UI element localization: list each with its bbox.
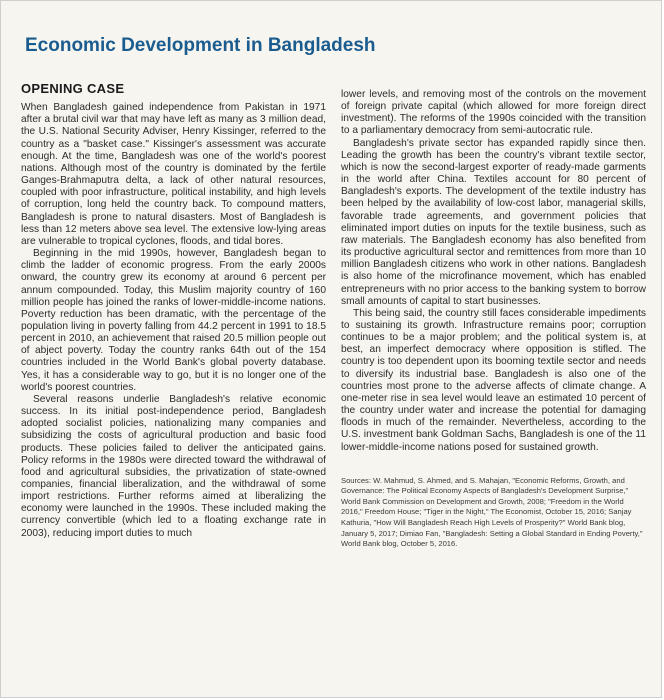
sources-note: Sources: W. Mahmud, S. Ahmed, and S. Mahajan, "Economic Reforms, Growth, and Governance: The Political Economy Aspects of Bangladesh's Development Surprise," World Bank Commission on Development and Growth, 2008; "Freedom in the World 2016," Freedom House; "Tiger in the Night," The Economist, October 15, 2016; Sanjay Kathuria, "How Will Bangladesh Reach High Levels of Prosperity?" World Bank blog, January 5, 2017; Dimiao Fan, "Bangladesh: Setting a Global Standard in Ending Poverty," World Bank blog, October 5, 2016. — [341, 475, 643, 549]
right-column — [341, 89, 646, 557]
paragraph: Beginning in the mid 1990s, however, Bangladesh began to climb the ladder of economic progress. From the early 2000s onward, the country grew its economy at around 6 percent per annum compounded. Today, this Muslim majority country of 160 million people has joined the ranks of lower-middle-income nations. Poverty reduction has been dramatic, with the percentage of the population living in poverty falling from 44.2 percent in 1991 to 18.5 percent in 2010, an achievement that raised 20.5 million people out of abject poverty. Today the country ranks 64th out of the 154 countries included in the World Bank's global poverty database. Yes, it has a considerable way to go, but it is no longer one of the world's poorest countries. — [21, 248, 326, 393]
paragraph: lower levels, and removing most of the controls on the movement of foreign private capital (which allowed for more foreign direct investment). The reforms of the 1990s coincided with the transition to a parliamentary democracy from semi-autocratic rule. — [341, 89, 646, 137]
paragraph: Bangladesh's private sector has expanded rapidly since then. Leading the growth has been the country's vibrant textile sector, which is now the second-largest exporter of ready-made garments in the world after China. Textiles account for 80 percent of Bangladesh's exports. The development of the textile industry has been helped by the availability of low-cost labor, managerial skills, favorable trade agreements, and government policies that eliminated import duties on inputs for the textile business, such as raw materials. The Bangladesh economy has also benefited from its productive agricultural sector and remittences from more than 10 million Bangladesh citizens who work in other nations. Bangladesh is also home of the microfinance movement, which has enabled entrepreneurs with no prior access to the banking system to borrow small amounts of capital to start businesses. — [341, 137, 646, 307]
page-title: Economic Development in Bangladesh — [25, 35, 376, 56]
paragraph: This being said, the country still faces considerable impediments to sustaining its growth. Infrastructure remains poor; corruption continues to be a major problem; and the political system is, at best, an imperfect democracy where opposition is stifled. The country is too dependent upon its booming textile sector and needs to diversify its industrial base. Bangladesh is also one of the countries most prone to the adverse affects of climate change. A one-meter rise in sea level would leave an estimated 10 percent of the country under water and increase the potential for damaging floods in much of the remainder. Nevertheless, according to the U.S. investment bank Goldman Sachs, Bangladesh is one of the 11 lower-middle-income nations posed for sustained growth. — [341, 307, 646, 453]
section-heading: OPENING CASE — [21, 81, 125, 96]
left-column — [21, 83, 326, 540]
paragraph: When Bangladesh gained independence from Pakistan in 1971 after a brutal civil war that may have left as many as 3 million dead, the U.S. National Security Adviser, Henry Kissinger, referred to the country as a "basket case." Kissinger's assessment was accurate enough. At the time, Bangladesh was one of the world's poorest nations. Although most of the country is dominated by the fertile Ganges-Brahmaputra delta, a lack of other natural resources, coupled with poor infrastructure, political instability, and high levels of corruption, long held the country back. To compound matters, Bangladesh is prone to natural disasters. Most of Bangladesh is less than 12 meters above sea level. The extensive low-lying areas are vulnerable to tropical cyclones, floods, and tidal bores. — [21, 102, 326, 247]
paragraph: Several reasons underlie Bangladesh's relative economic success. In its initial post-independence period, Bangladesh adopted socialist policies, nationalizing many companies and subsidizing the costs of agricultural production and basic food products. These policies failed to deliver the anticipated gains. Policy reforms in the 1980s were directed toward the withdrawal of food and agricultural subsidies, the privatization of state-owned companies, financial liberalization, and the withdrawal of some import restrictions. Further reforms aimed at liberalizing the economy were launched in the 1990s. These included making the currency convertible (which led to a floating exchange rate in 2003), reducing import duties to much — [21, 393, 326, 539]
